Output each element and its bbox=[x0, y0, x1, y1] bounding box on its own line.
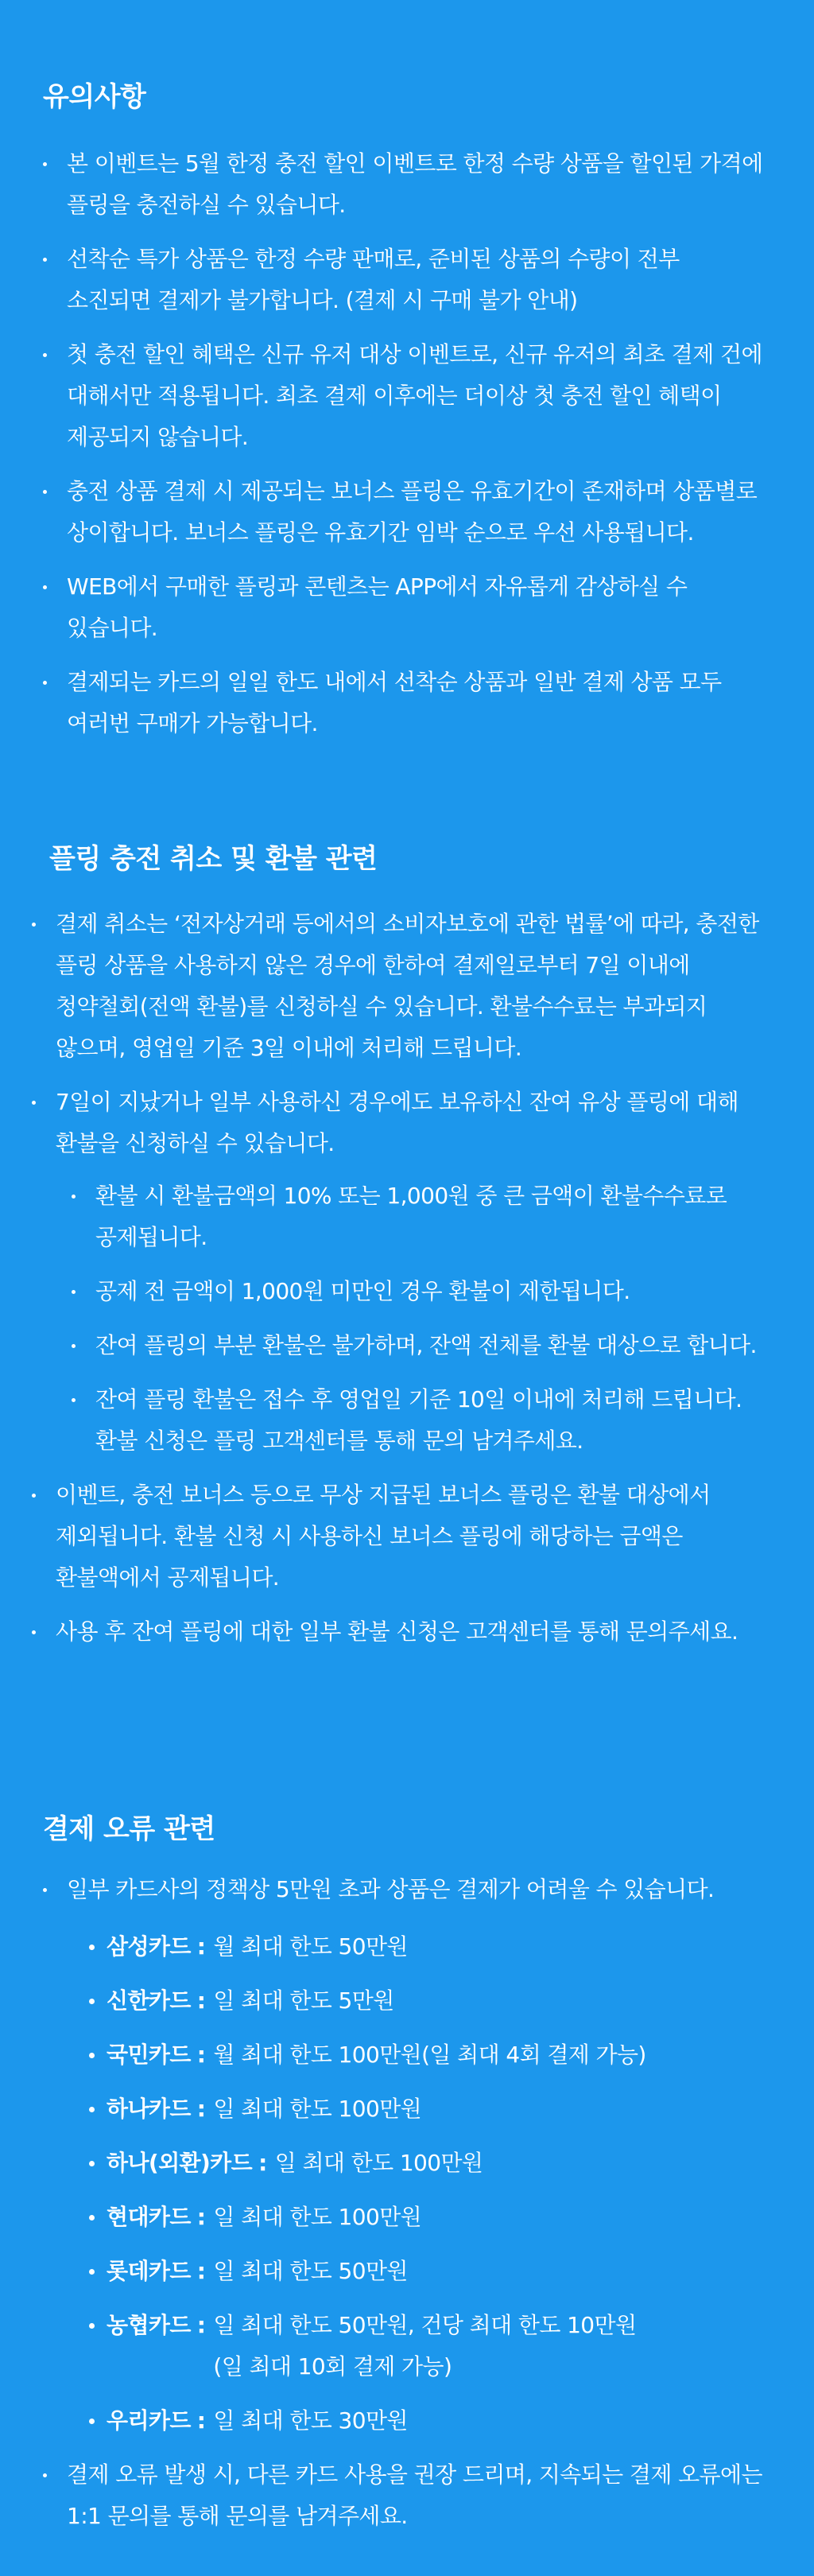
card-limit: 일 최대 한도 100만원 bbox=[274, 2150, 483, 2176]
notice-item: 충전 상품 결제 시 제공되는 보너스 플링은 유효기간이 존재하며 상품별로 상이합니다. 보너스 플링은 유효기간 임박 순으로 우선 사용됩니다. bbox=[67, 471, 766, 554]
card-limit-item bbox=[107, 2197, 766, 2238]
payment-error-list bbox=[67, 1869, 766, 2550]
card-limit: 일 최대 한도 100만원 bbox=[213, 2096, 422, 2122]
card-separator: : bbox=[196, 2042, 206, 2068]
card-separator: : bbox=[196, 2407, 206, 2434]
card-name: 신한카드 bbox=[107, 1987, 191, 2014]
card-limit: 일 최대 한도 5만원 bbox=[213, 1987, 394, 2014]
payment-error-title: 결제 오류 관련 bbox=[43, 1813, 215, 1845]
card-limit-item bbox=[107, 2088, 766, 2130]
card-limit-list bbox=[67, 1926, 766, 2442]
card-separator: : bbox=[258, 2150, 267, 2176]
card-limit-item bbox=[107, 2034, 766, 2076]
refund-title: 플링 충전 취소 및 환불 관련 bbox=[49, 843, 378, 875]
card-limit: 월 최대 한도 50만원 bbox=[213, 1933, 408, 1960]
card-separator: : bbox=[196, 1933, 206, 1960]
refund-item: 이벤트, 충전 보너스 등으로 무상 지급된 보너스 플링은 환불 대상에서 제외됩니다. 환불 신청 시 사용하신 보너스 플링에 해당하는 금액은 환불액에서 공제됩니다. bbox=[56, 1474, 763, 1599]
card-limit-item bbox=[107, 2251, 766, 2292]
card-limit-item bbox=[107, 2143, 766, 2184]
card-separator: : bbox=[196, 2096, 206, 2122]
refund-sub-item: 공제 전 금액이 1,000원 미만인 경우 환불이 제한됩니다. bbox=[95, 1271, 763, 1312]
card-limit: 일 최대 한도 50만원, 건당 최대 한도 10만원 (일 최대 10회 결제 가능) bbox=[213, 2312, 637, 2380]
payment-error-item: 결제 오류 발생 시, 다른 카드 사용을 권장 드리며, 지속되는 결제 오류에는 1:1 문의를 통해 문의를 남겨주세요. bbox=[67, 2454, 766, 2537]
card-limit-item bbox=[107, 2400, 766, 2442]
refund-sub-item: 잔여 플링 환불은 접수 후 영업일 기준 10일 이내에 처리해 드립니다. 환불 신청은 플링 고객센터를 통해 문의 남겨주세요. bbox=[95, 1379, 763, 1462]
payment-error-intro: 일부 카드사의 정책상 5만원 초과 상품은 결제가 어려울 수 있습니다. bbox=[67, 1876, 715, 1902]
notice-item: WEB에서 구매한 플링과 콘텐츠는 APP에서 자유롭게 감상하실 수 있습니다. bbox=[67, 566, 766, 649]
notice-item: 결제되는 카드의 일일 한도 내에서 선착순 상품과 일반 결제 상품 모두 여러번 구매가 가능합니다. bbox=[67, 662, 766, 744]
card-limit: 일 최대 한도 30만원 bbox=[213, 2407, 408, 2434]
card-separator: : bbox=[196, 2204, 206, 2230]
card-limit-item bbox=[107, 1980, 766, 2022]
refund-list bbox=[56, 903, 763, 1665]
notice-item: 첫 충전 할인 혜택은 신규 유저 대상 이벤트로, 신규 유저의 최초 결제 건에 대해서만 적용됩니다. 최초 결제 이후에는 더이상 첫 충전 할인 혜택이 제공되지 않습니다. bbox=[67, 334, 766, 458]
card-name: 하나(외환)카드 bbox=[107, 2150, 253, 2176]
card-separator: : bbox=[196, 2312, 206, 2338]
refund-item: 사용 후 잔여 플링에 대한 일부 환불 신청은 고객센터를 통해 문의주세요. bbox=[56, 1611, 763, 1653]
refund-item bbox=[56, 1082, 763, 1462]
card-name: 삼성카드 bbox=[107, 1933, 191, 1960]
card-separator: : bbox=[196, 2258, 206, 2284]
card-separator: : bbox=[196, 1987, 206, 2014]
card-limit-item bbox=[107, 1926, 766, 1968]
card-name: 하나카드 bbox=[107, 2096, 191, 2122]
refund-sub-item: 잔여 플링의 부분 환불은 불가하며, 잔액 전체를 환불 대상으로 합니다. bbox=[95, 1325, 763, 1366]
card-limit-item bbox=[107, 2305, 766, 2388]
refund-item-text: 7일이 지났거나 일부 사용하신 경우에도 보유하신 잔여 유상 플링에 대해 환불을 신청하실 수 있습니다. bbox=[56, 1089, 738, 1156]
notice-item: 본 이벤트는 5월 한정 충전 할인 이벤트로 한정 수량 상품을 할인된 가격에 플링을 충전하실 수 있습니다. bbox=[67, 143, 766, 226]
card-name: 현대카드 bbox=[107, 2204, 191, 2230]
refund-sub-item: 환불 시 환불금액의 10% 또는 1,000원 중 큰 금액이 환불수수료로 공제됩니다. bbox=[95, 1175, 763, 1258]
card-name: 농협카드 bbox=[107, 2312, 191, 2338]
refund-sub-list bbox=[56, 1175, 763, 1462]
card-name: 국민카드 bbox=[107, 2042, 191, 2068]
card-limit: 일 최대 한도 100만원 bbox=[213, 2204, 422, 2230]
notice-list bbox=[67, 143, 766, 757]
card-limit: 월 최대 한도 100만원(일 최대 4회 결제 가능) bbox=[213, 2042, 646, 2068]
card-name: 우리카드 bbox=[107, 2407, 191, 2434]
notice-title: 유의사항 bbox=[43, 81, 146, 113]
refund-item: 결제 취소는 ‘전자상거래 등에서의 소비자보호에 관한 법률’에 따라, 충전한 플링 상품을 사용하지 않은 경우에 한하여 결제일로부터 7일 이내에 청약철회(전액 환불)를 신청하실 수 있습니다. 환불수수료는 부과되지 않으며, 영업일 기준 3일 이내에 처리해 드립니다. bbox=[56, 903, 763, 1069]
notice-item: 선착순 특가 상품은 한정 수량 판매로, 준비된 상품의 수량이 전부 소진되면 결제가 불가합니다. (결제 시 구매 불가 안내) bbox=[67, 239, 766, 321]
card-name: 롯데카드 bbox=[107, 2258, 191, 2284]
payment-error-item bbox=[67, 1869, 766, 2442]
card-limit: 일 최대 한도 50만원 bbox=[213, 2258, 408, 2284]
